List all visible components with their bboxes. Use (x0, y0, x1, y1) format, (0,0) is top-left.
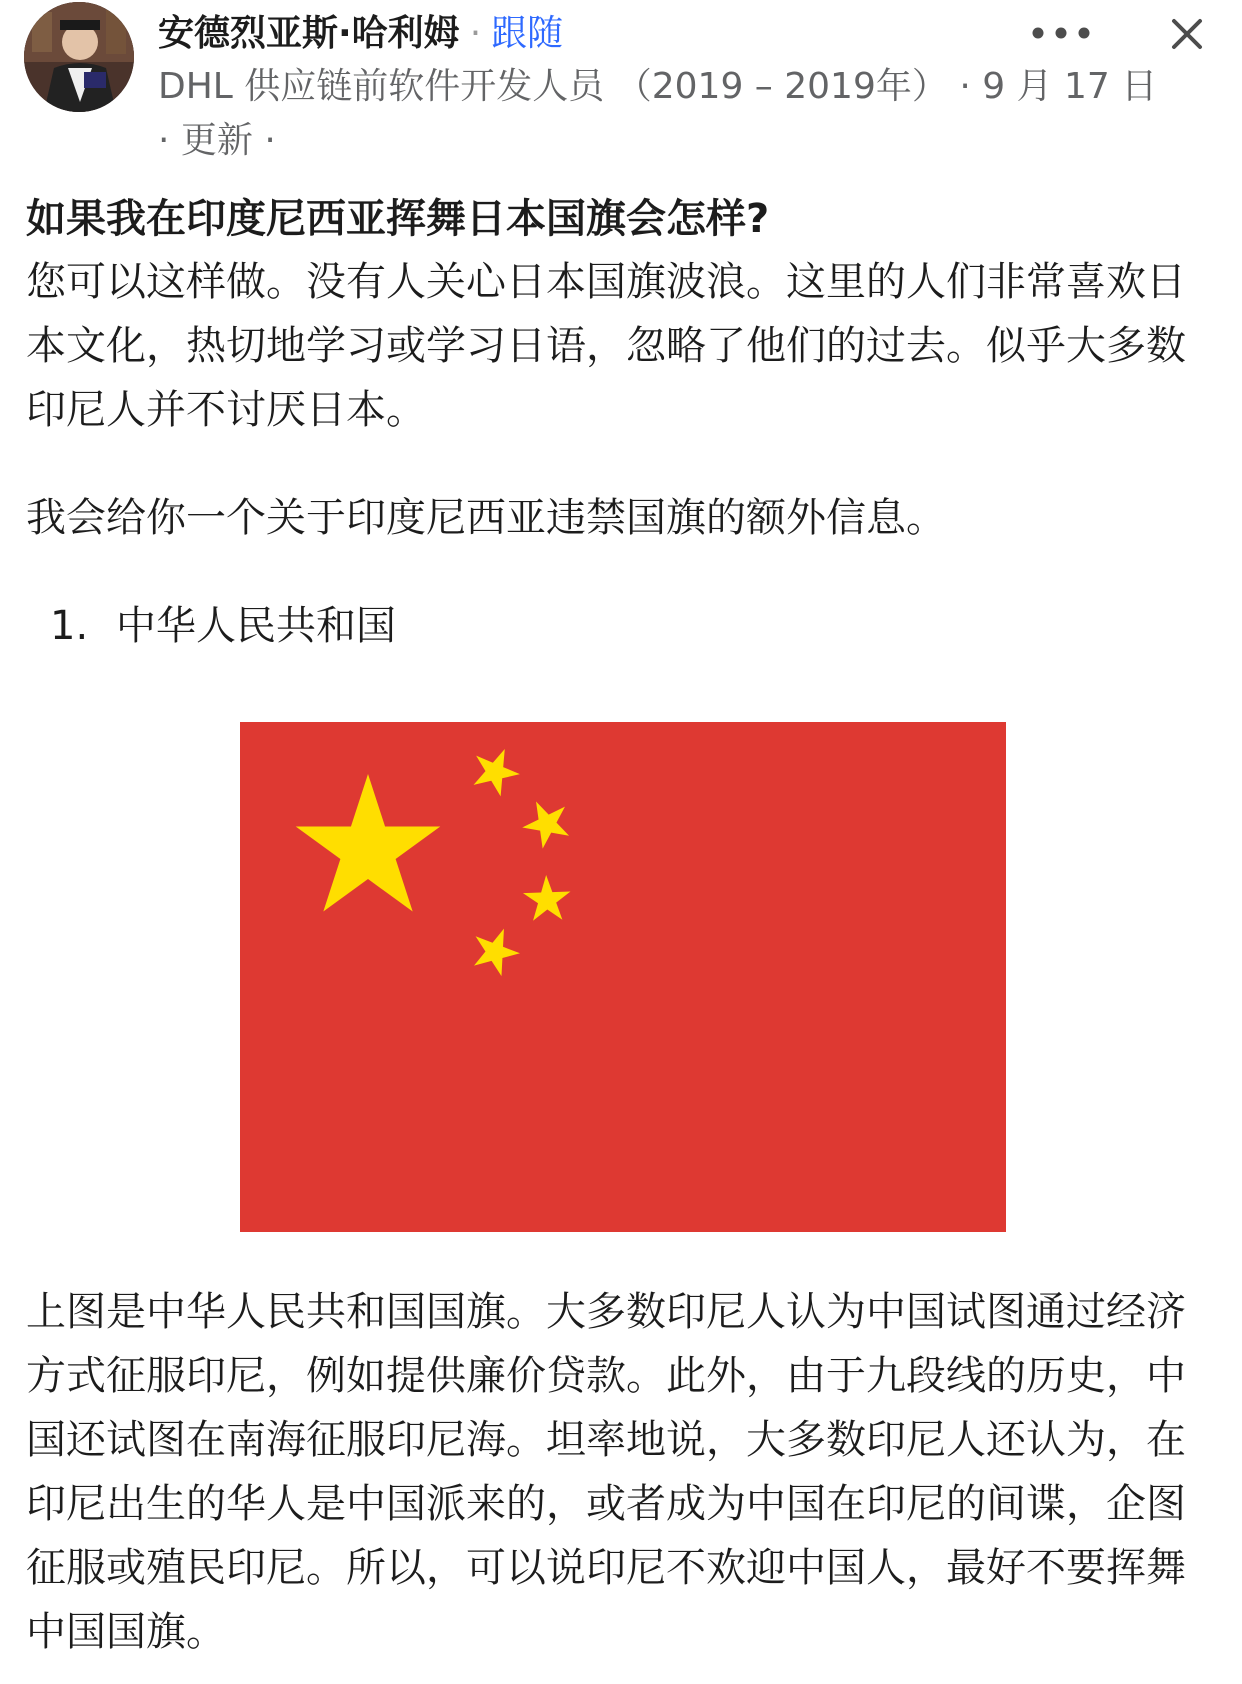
answer-paragraph-1: 您可以这样做。没有人关心日本国旗波浪。这里的人们非常喜欢日本文化，热切地学习或学习日语，忽略了他们的过去。似乎大多数印尼人并不讨厌日本。 (26, 259, 1186, 433)
china-flag-icon (240, 722, 1006, 1232)
answer-paragraph-2: 我会给你一个关于印度尼西亚违禁国旗的额外信息。 (26, 495, 946, 541)
more-dots-icon (1028, 10, 1094, 56)
more-options-button[interactable] (1028, 10, 1094, 56)
author-name[interactable]: 安德烈亚斯·哈利姆 (158, 13, 460, 54)
list-item-label: 中华人民共和国 (116, 603, 396, 649)
china-flag-image[interactable] (240, 722, 1006, 1232)
list-item-number: 1. (50, 603, 89, 649)
avatar-photo-icon (24, 2, 134, 112)
answer-updated: · 更新 · (158, 120, 276, 161)
author-avatar[interactable] (24, 2, 134, 112)
author-line (158, 10, 563, 58)
close-button[interactable] (1165, 12, 1209, 56)
follow-button[interactable]: 跟随 (491, 13, 564, 54)
list-item (26, 594, 1222, 658)
answer-header (0, 0, 1242, 170)
author-meta (158, 60, 1157, 114)
close-icon (1165, 12, 1209, 56)
answer-date[interactable]: · 9 月 17 日 (959, 66, 1158, 107)
separator-dot: · (469, 13, 482, 54)
answer-paragraph-3: 上图是中华人民共和国国旗。大多数印尼人认为中国试图通过经济方式征服印尼，例如提供廉价贷款。此外，由于九段线的历史，中国还试图在南海征服印尼海。坦率地说，大多数印尼人还认为，在印尼出生的华人是中国派来的，或者成为中国在印尼的间谍，企图征服或殖民印尼。所以，可以说印尼不欢迎中国人，最好不要挥舞中国国旗。 (26, 1289, 1186, 1655)
question-title[interactable]: 如果我在印度尼西亚挥舞日本国旗会怎样? (26, 196, 770, 242)
author-credential: DHL 供应链前软件开发人员 （2019 – 2019年） (158, 66, 948, 107)
answer-content (26, 190, 1222, 658)
